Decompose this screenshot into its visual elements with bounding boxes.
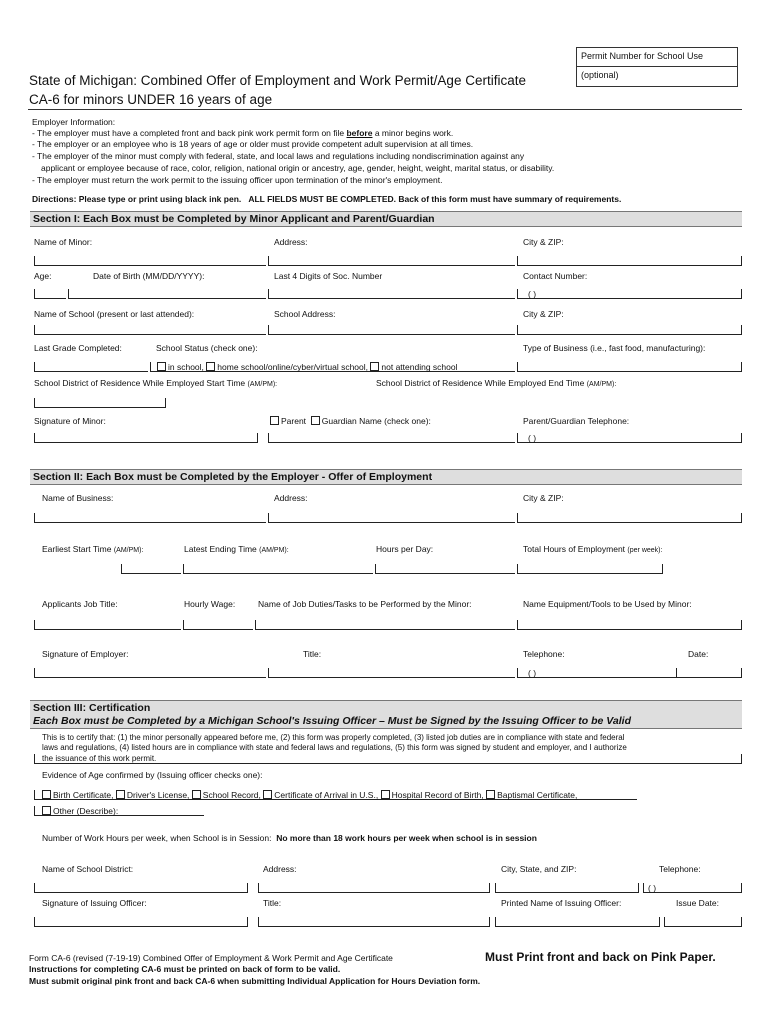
cert-line1: This is to certify that: (1) the minor personally appeared before me, (2) this form was properly completed, (3) listed job duties are in compliance with state and federal xyxy=(42,733,625,742)
city-state-zip-field[interactable] xyxy=(495,883,639,893)
label-district-telephone: Telephone: xyxy=(659,864,701,874)
guardian-checkbox[interactable] xyxy=(311,416,320,425)
employer-title-field[interactable] xyxy=(268,668,515,678)
label-signature-employer: Signature of Employer: xyxy=(42,649,129,659)
officer-title-field[interactable] xyxy=(258,917,490,927)
printed-name-field[interactable] xyxy=(495,917,660,927)
section2-header: Section II: Each Box must be Completed by the Employer - Offer of Employment xyxy=(30,469,742,485)
label-business-name: Name of Business: xyxy=(42,493,114,503)
label-contact: Contact Number: xyxy=(523,271,588,281)
job-duties-field[interactable] xyxy=(255,620,515,630)
hospital-record-checkbox[interactable] xyxy=(381,790,390,799)
employer-telephone-field[interactable] xyxy=(517,668,742,678)
label-city-zip: City & ZIP: xyxy=(523,237,564,247)
permit-label: Permit Number for School Use xyxy=(581,51,704,61)
guardian-name-field[interactable] xyxy=(268,433,515,443)
school-district-field[interactable] xyxy=(34,883,248,893)
cert-line2: laws and regulations, (4) listed hours are in compliance with state and federal laws and regulations, (5) this form was signed by student and employer, and I authorize xyxy=(42,743,627,752)
label-school-status: School Status (check one): xyxy=(156,343,258,353)
header-rule xyxy=(28,109,742,110)
footer-instructions-1: Instructions for completing CA-6 must be printed on back of form to be valid. xyxy=(29,964,341,974)
label-parent-phone: Parent/Guardian Telephone: xyxy=(523,416,630,426)
total-hours-field[interactable] xyxy=(517,564,663,574)
latest-end-field[interactable] xyxy=(183,564,373,574)
minor-address-field[interactable] xyxy=(268,256,515,266)
business-type-field[interactable] xyxy=(517,362,742,372)
school-city-zip-field[interactable] xyxy=(517,325,742,335)
section3-header xyxy=(30,700,742,729)
arrival-certificate-checkbox[interactable] xyxy=(263,790,272,799)
business-name-field[interactable] xyxy=(34,513,266,523)
parent-checkbox[interactable] xyxy=(270,416,279,425)
label-age: Age: xyxy=(34,271,52,281)
business-city-zip-field[interactable] xyxy=(517,513,742,523)
minor-name-field[interactable] xyxy=(34,256,266,266)
permit-optional: (optional) xyxy=(581,70,619,80)
label-district-address: Address: xyxy=(263,864,297,874)
birth-certificate-checkbox[interactable] xyxy=(42,790,51,799)
permit-number-box[interactable] xyxy=(576,47,738,87)
employer-date-divider xyxy=(676,668,677,677)
issue-date-field[interactable] xyxy=(664,917,742,927)
label-earliest-start: Earliest Start Time (AM/PM): xyxy=(42,544,144,554)
label-officer-title: Title: xyxy=(263,898,282,908)
contact-number-field[interactable] xyxy=(517,289,742,299)
cert-line3: the issuance of this work permit. xyxy=(42,754,157,763)
employer-info-b2: - The employer or an employee who is 18 years of age or older must provide competent adult supervision at all times. xyxy=(32,139,474,149)
directions: Directions: Please type or print using black ink pen. ALL FIELDS MUST BE COMPLETED. Back of this form must have summary of requirements. xyxy=(32,194,622,204)
label-business-address: Address: xyxy=(274,493,308,503)
start-time-field[interactable] xyxy=(34,398,166,408)
employer-info-heading: Employer Information: xyxy=(32,117,116,127)
label-employer-telephone: Telephone: xyxy=(523,649,565,659)
form-id: Form CA-6 (revised (7-19-19) Combined Offer of Employment & Work Permit and Age Certificate xyxy=(29,953,393,963)
label-city-state-zip: City, State, and ZIP: xyxy=(501,864,577,874)
section1-header: Section I: Each Box must be Completed by Minor Applicant and Parent/Guardian xyxy=(30,211,742,227)
equipment-field[interactable] xyxy=(517,620,742,630)
label-printed-name: Printed Name of Issuing Officer: xyxy=(501,898,622,908)
label-signature-minor: Signature of Minor: xyxy=(34,416,106,426)
label-school-name: Name of School (present or last attended): xyxy=(34,309,195,319)
label-address: Address: xyxy=(274,237,308,247)
home-school-checkbox[interactable] xyxy=(206,362,215,371)
age-field[interactable] xyxy=(34,289,66,299)
last-grade-field[interactable] xyxy=(34,362,148,372)
employer-info-b3b: applicant or employee because of race, color, religion, national origin or ancestry, age, gender, height, weight, marital status, or disability. xyxy=(41,163,555,173)
label-end-time: School District of Residence While Employed End Time (AM/PM): xyxy=(376,378,617,388)
hours-in-session: Number of Work Hours per week, when School is in Session: No more than 18 work hours per week when school is in session xyxy=(42,833,537,843)
section3-title: Section III: Certification xyxy=(33,702,151,714)
parent-guardian-select: Parent Guardian Name (check one): xyxy=(270,416,431,426)
business-address-field[interactable] xyxy=(268,513,515,523)
section3-subtitle: Each Box must be Completed by a Michigan School's Issuing Officer – Must be Signed by the Issuing Officer to be Valid xyxy=(33,714,631,727)
label-evidence: Evidence of Age confirmed by (Issuing officer checks one): xyxy=(42,770,263,780)
signature-minor-field[interactable] xyxy=(34,433,258,443)
district-address-field[interactable] xyxy=(258,883,490,893)
label-name-of-minor: Name of Minor: xyxy=(34,237,93,247)
label-employer-date: Date: xyxy=(688,649,709,659)
label-hours-per-day: Hours per Day: xyxy=(376,544,434,554)
district-telephone-field[interactable] xyxy=(643,883,742,893)
label-school-city-zip: City & ZIP: xyxy=(523,309,564,319)
label-hourly-wage: Hourly Wage: xyxy=(184,599,236,609)
label-business-city-zip: City & ZIP: xyxy=(523,493,564,503)
footer-instructions-2: Must submit original pink front and back CA-6 when submitting Individual Application for Hours Deviation form. xyxy=(29,976,481,986)
employer-phone-area-code: ( ) xyxy=(528,668,537,678)
form-subtitle: CA-6 for minors UNDER 16 years of age xyxy=(29,92,273,107)
form-title: State of Michigan: Combined Offer of Employment and Work Permit/Age Certificate xyxy=(29,73,526,88)
school-address-field[interactable] xyxy=(268,325,515,335)
label-school-district: Name of School District: xyxy=(42,864,134,874)
label-start-time: School District of Residence While Employed Start Time (AM/PM): xyxy=(34,378,278,388)
label-equipment: Name Equipment/Tools to be Used by Minor: xyxy=(523,599,692,609)
school-record-checkbox[interactable] xyxy=(192,790,201,799)
label-latest-end: Latest Ending Time (AM/PM): xyxy=(184,544,289,554)
school-name-field[interactable] xyxy=(34,325,266,335)
label-dob: Date of Birth (MM/DD/YYYY): xyxy=(93,271,205,281)
hours-per-day-field[interactable] xyxy=(375,564,515,574)
employer-info-b3a: - The employer of the minor must comply with federal, state, and local laws and regulations including nondiscrimination against any xyxy=(32,151,525,161)
label-signature-officer: Signature of Issuing Officer: xyxy=(42,898,147,908)
label-employer-title: Title: xyxy=(303,649,322,659)
not-attending-checkbox[interactable] xyxy=(370,362,379,371)
parent-phone-area-code: ( ) xyxy=(528,433,537,443)
ssn-field[interactable] xyxy=(268,289,515,299)
employer-info-b4: - The employer must return the work permit to the issuing officer upon termination of the minor's employment. xyxy=(32,175,443,185)
employer-info-b1: - The employer must have a completed front and back pink work permit form on file before a minor begins work. xyxy=(32,128,454,138)
signature-employer-field[interactable] xyxy=(34,668,266,678)
hourly-wage-field[interactable] xyxy=(183,620,253,630)
job-title-field[interactable] xyxy=(34,620,181,630)
in-school-checkbox[interactable] xyxy=(157,362,166,371)
label-job-duties: Name of Job Duties/Tasks to be Performed by the Minor: xyxy=(258,599,472,609)
minor-city-zip-field[interactable] xyxy=(517,256,742,266)
earliest-start-field[interactable] xyxy=(121,564,181,574)
baptismal-certificate-checkbox[interactable] xyxy=(486,790,495,799)
pink-paper-notice: Must Print front and back on Pink Paper. xyxy=(485,950,716,964)
cert-underline xyxy=(34,754,742,764)
label-job-title: Applicants Job Title: xyxy=(42,599,118,609)
label-ssn: Last 4 Digits of Soc. Number xyxy=(274,271,383,281)
school-status-options: in school, home school/online/cyber/virtual school, not attending school xyxy=(157,362,457,372)
label-school-address: School Address: xyxy=(274,309,336,319)
dob-field[interactable] xyxy=(68,289,266,299)
signature-officer-field[interactable] xyxy=(34,917,248,927)
district-phone-area-code: ( ) xyxy=(648,883,657,893)
label-total-hours: Total Hours of Employment (per week): xyxy=(523,544,663,554)
parent-phone-field[interactable] xyxy=(517,433,742,443)
label-last-grade: Last Grade Completed: xyxy=(34,343,122,353)
other-option: Other (Describe): xyxy=(42,806,118,816)
label-business-type: Type of Business (i.e., fast food, manufacturing): xyxy=(523,343,706,353)
drivers-license-checkbox[interactable] xyxy=(116,790,125,799)
contact-area-code: ( ) xyxy=(528,289,537,299)
evidence-options: Birth Certificate, Driver's License, School Record, Certificate of Arrival in U.S., Hospital Record of Birth, Baptismal Certificate, xyxy=(42,790,577,800)
label-issue-date: Issue Date: xyxy=(676,898,719,908)
other-evidence-checkbox[interactable] xyxy=(42,806,51,815)
